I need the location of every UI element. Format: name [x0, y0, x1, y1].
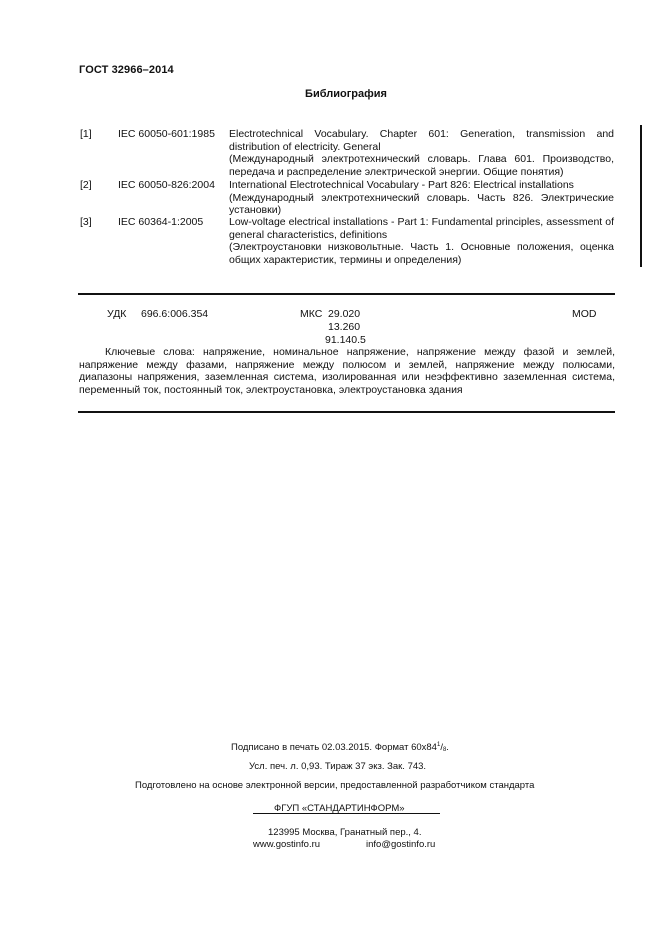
publisher-email[interactable]: info@gostinfo.ru [366, 839, 436, 850]
reference-number: [3] [80, 216, 92, 228]
reference-title-en: Electrotechnical Vocabulary. Chapter 601: Generation, transmission and distribution of electricity. General [229, 128, 614, 153]
mod-label: MOD [572, 308, 597, 320]
reference-code: IEC 60050-601:1985 [118, 128, 215, 140]
divider-bottom [78, 411, 615, 413]
mks-value: 13.260 [328, 321, 361, 333]
reference-number: [1] [80, 128, 92, 140]
mks-value: 29.020 [328, 308, 361, 320]
keywords-paragraph: Ключевые слова: напряжение, номинальное напряжение, напряжение между фазой и землей, напряжение между фазами, напряжение между полюсом и землей, напряжение между полюсами, диапазоны напряжения, заземленная система, изолированная или неэффективно заземленная система, переменный ток, постоянный ток, электроустановка, электроустановка здания [79, 346, 615, 396]
standard-code: ГОСТ 32966–2014 [79, 64, 174, 76]
bibliography-title: Библиография [305, 88, 387, 100]
print-info: Усл. печ. л. 0,93. Тираж 37 экз. Зак. 743. [249, 761, 427, 772]
udk-value: 696.6:006.354 [141, 308, 209, 320]
publisher-website[interactable]: www.gostinfo.ru [253, 839, 321, 850]
reference-title-ru: (Международный электротехнический словарь. Глава 601. Производство, передача и распределение электрической энергии. Общие понятия) [229, 153, 614, 178]
reference-code: IEC 60050-826:2004 [118, 179, 215, 191]
mks-label: МКС [300, 308, 323, 320]
mks-value: 91.140.5 [325, 334, 366, 346]
signed-to-print: Подписано в печать 02.03.2015. Формат $60х84^1/8$. [231, 742, 449, 753]
reference-title-ru: (Электроустановки низковольтные. Часть 1. Основные положения, оценка общих характеристик, термины и определения) [229, 241, 614, 266]
change-bar [640, 125, 642, 267]
format-numerator: 1 [436, 742, 441, 748]
reference-code: IEC 60364-1:2005 [118, 216, 204, 228]
reference-text [229, 179, 614, 217]
divider-top [78, 293, 615, 295]
udk-label: УДК [107, 308, 127, 320]
reference-title-en: Low-voltage electrical installations - Part 1: Fundamental principles, assessment of general characteristics, definitions [229, 216, 614, 241]
reference-number: [2] [80, 179, 92, 191]
format-suffix: . [446, 742, 449, 753]
reference-title-en: International Electrotechnical Vocabulary - Part 826: Electrical installations [229, 179, 574, 191]
publisher-address: 123995 Москва, Гранатный пер., 4. [268, 827, 422, 838]
format-denominator: 8 [442, 747, 447, 753]
prepared-note: Подготовлено на основе электронной версии, предоставленной разработчиком стандарта [135, 780, 535, 791]
signed-to-print-text: Подписано в печать 02.03.2015. Формат 60х84 [231, 742, 437, 753]
publisher-name: ФГУП «СТАНДАРТИНФОРМ» [274, 803, 405, 814]
reference-text [229, 128, 614, 178]
reference-title-ru: (Международный электротехнический словарь. Часть 826. Электрические установки) [229, 191, 614, 216]
reference-text [229, 216, 614, 266]
